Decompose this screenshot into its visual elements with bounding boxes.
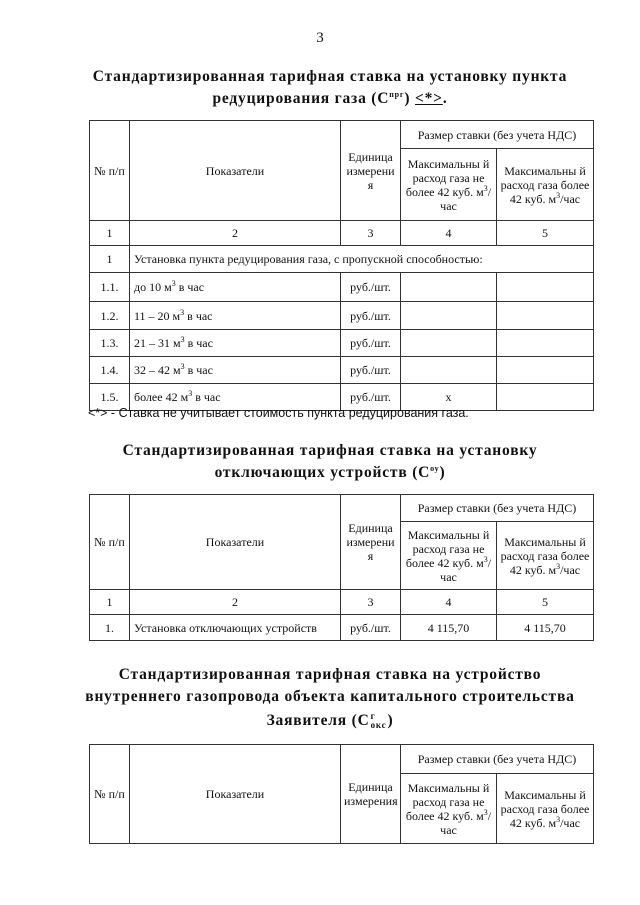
header-unit: Единица измерени я xyxy=(341,495,401,590)
row-num: 1. xyxy=(90,615,130,641)
row-unit: руб./шт. xyxy=(341,384,401,411)
page-number: 3 xyxy=(316,30,324,46)
header-col4: Максимальны й расход газа не более 42 куб. $м^3$/час xyxy=(401,774,497,844)
table-gas-reduction xyxy=(89,120,594,411)
row-value-5 xyxy=(497,302,594,330)
header-rate-group: Размер ставки (без учета НДС) xyxy=(401,121,594,149)
section1-title-line2: редуцирования газа $(С^{прг})$ <*>. xyxy=(212,89,448,107)
row-label: 21 – 31 $м^3$ в час xyxy=(130,330,341,357)
row-num: 1.4. xyxy=(90,357,130,384)
row-unit: руб./шт. xyxy=(341,302,401,330)
row-label: 32 – 42 $м^3$ в час xyxy=(130,357,341,384)
row-value-5 xyxy=(497,273,594,302)
row-label: более 42 $м^3$ в час xyxy=(130,384,341,411)
table-row xyxy=(90,302,594,330)
col-index-3: 3 xyxy=(341,221,401,246)
section1-title xyxy=(60,66,600,110)
header-num: № п/п xyxy=(90,745,130,844)
row-num: 1.3. xyxy=(90,330,130,357)
section3-title-line2: внутреннего газопровода объекта капитального строительства xyxy=(85,688,575,705)
header-indicators: Показатели xyxy=(130,121,341,221)
table-row xyxy=(90,330,594,357)
footnote-text: <*> - Ставка не учитывает стоимость пункта редуцирования газа. xyxy=(88,406,469,420)
header-rate-group: Размер ставки (без учета НДС) xyxy=(401,745,594,774)
header-unit: Единица измерения xyxy=(341,745,401,844)
col-index-3: 3 xyxy=(341,590,401,615)
header-col5: Максимальны й расход газа более 42 куб. $м^3$/час xyxy=(497,774,594,844)
table-row xyxy=(90,273,594,302)
header-col4: Максимальны й расход газа не более 42 куб. $м^3$/час xyxy=(401,149,497,221)
header-indicators: Показатели xyxy=(130,745,341,844)
header-num: № п/п xyxy=(90,121,130,221)
row-value-4 xyxy=(401,330,497,357)
row-unit: руб./шт. xyxy=(341,273,401,302)
row-value-5 xyxy=(497,384,594,411)
row-label: до 10 $м^3$ в час xyxy=(130,273,341,302)
section3-title xyxy=(60,664,600,732)
table-row xyxy=(90,615,594,641)
row-value-4 xyxy=(401,357,497,384)
row-label: 11 – 20 $м^3$ в час xyxy=(130,302,341,330)
row-value-4: 4 115,70 xyxy=(401,615,497,641)
row-num: 1.2. xyxy=(90,302,130,330)
row-value-5 xyxy=(497,330,594,357)
row-num: 1.5. xyxy=(90,384,130,411)
section3-title-line3: Заявителя (С г окс ) xyxy=(266,711,394,731)
section2-title-line2: отключающих устройств $(С^{оу})$ xyxy=(214,463,446,481)
group-label: Установка пункта редуцирования газа, с пропускной способностью: xyxy=(130,246,594,273)
row-unit: руб./шт. xyxy=(341,330,401,357)
row-value-5 xyxy=(497,357,594,384)
col-index-1: 1 xyxy=(90,221,130,246)
footnote-ref[interactable]: <*> xyxy=(415,90,443,107)
table-row xyxy=(90,357,594,384)
header-indicators: Показатели xyxy=(130,495,341,590)
table-internal-pipeline xyxy=(89,744,594,844)
header-col4: Максимальны й расход газа не более 42 куб. $м^3$/час xyxy=(401,522,497,590)
col-index-5: 5 xyxy=(497,590,594,615)
row-value-4 xyxy=(401,302,497,330)
table-shutoff-devices xyxy=(89,494,594,641)
header-rate-group: Размер ставки (без учета НДС) xyxy=(401,495,594,522)
header-col5: Максимальны й расход газа более 42 куб. $м^3$/час xyxy=(497,149,594,221)
row-unit: руб./шт. xyxy=(341,357,401,384)
header-col5: Максимальны й расход газа более 42 куб. $м^3$/час xyxy=(497,522,594,590)
col-index-4: 4 xyxy=(401,590,497,615)
col-index-4: 4 xyxy=(401,221,497,246)
col-index-1: 1 xyxy=(90,590,130,615)
col-index-5: 5 xyxy=(497,221,594,246)
section2-title xyxy=(60,440,600,484)
row-num: 1.1. xyxy=(90,273,130,302)
row-label: Установка отключающих устройств xyxy=(130,615,341,641)
row-value-4: x xyxy=(401,384,497,411)
header-unit: Единица измерени я xyxy=(341,121,401,221)
group-num: 1 xyxy=(90,246,130,273)
section1-title-line1: Стандартизированная тарифная ставка на установку пункта xyxy=(92,68,568,85)
row-value-5: 4 115,70 xyxy=(497,615,594,641)
header-num: № п/п xyxy=(90,495,130,590)
section3-title-line1: Стандартизированная тарифная ставка на устройство xyxy=(118,666,542,683)
row-unit: руб./шт. xyxy=(341,615,401,641)
row-value-4 xyxy=(401,273,497,302)
section2-title-line1: Стандартизированная тарифная ставка на установку xyxy=(122,442,538,459)
col-index-2: 2 xyxy=(130,590,341,615)
col-index-2: 2 xyxy=(130,221,341,246)
